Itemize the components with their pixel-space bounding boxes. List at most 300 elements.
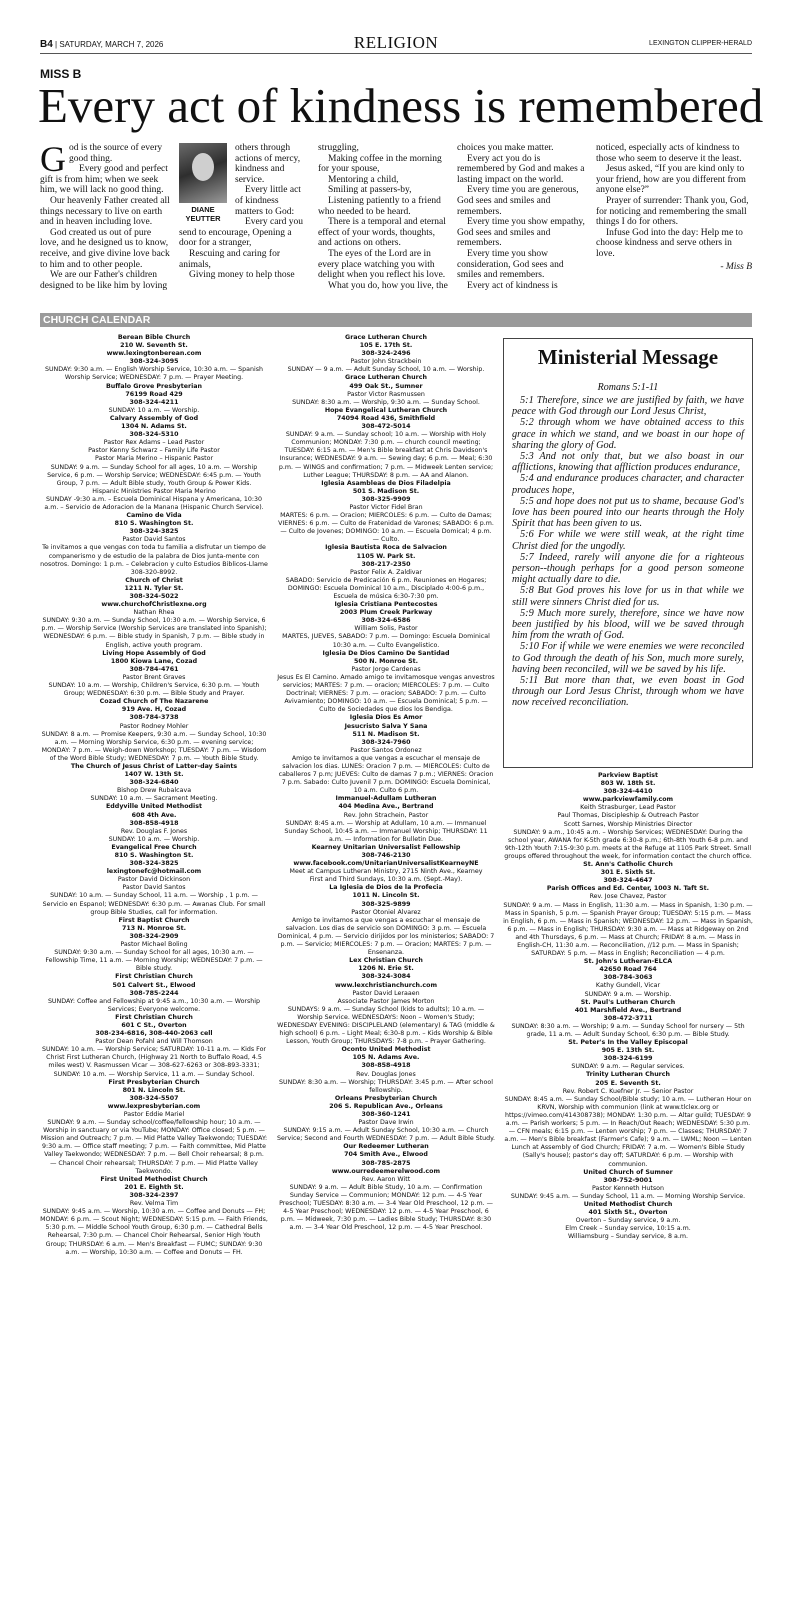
church-contact: 308-324-3095 — [129, 358, 179, 366]
church-detail: Rev. Douglas F. Jones — [120, 827, 188, 835]
church-contact: 308-325-9909 — [361, 495, 411, 503]
church-listing — [40, 844, 268, 917]
article-paragraph: Infuse God into the day: Help me to choose kindness and serve others in love. — [596, 227, 743, 259]
church-contact: 401 Marshfield Ave., Bertrand — [574, 1006, 682, 1014]
scripture-verse: 5:2 through whom we have obtained access to this grace in which we stand, and we boast in our hope of sharing the glory of God. — [512, 417, 744, 451]
church-name: First Christian Church — [115, 973, 193, 981]
church-contact: www.ourredeemerelwood.com — [331, 1167, 441, 1175]
church-detail: Bishop Drew Rubalcava — [116, 787, 192, 795]
church-detail: Pastor David Dickinson — [117, 876, 191, 884]
church-contact: 803 W. 18th St. — [600, 780, 656, 788]
church-detail: Pastor Brent Graves — [122, 673, 186, 681]
article-column-5 — [596, 143, 752, 272]
church-listing — [277, 480, 495, 545]
church-contact: 308-324-5022 — [129, 593, 179, 600]
article-paragraph: struggling, — [318, 143, 359, 153]
church-detail: Pastor David Leraaen — [352, 989, 420, 997]
church-detail: SUNDAY: 9:45 a.m. — Sunday School, 11 a.m. — Morning Worship Service. — [510, 1192, 746, 1200]
church-contact: 501 Calvert St., Elwood — [112, 981, 196, 989]
church-detail: SUNDAY: 8:30 a.m. — Worship; 9 a.m. — Sunday School for nursery — 5th grade, 11 a.m. — Adult Sunday School, 6:30 p.m. — Bible Study. — [511, 1022, 745, 1038]
article-paragraph: We are our Father's children designed to be like him by loving — [40, 270, 168, 291]
church-detail: Nathan Rhea — [133, 609, 175, 617]
church-listing — [40, 803, 268, 843]
article-paragraph: Jesus asked, “If you are kind only to your friend, how are you different from anyone else?” — [596, 164, 746, 196]
church-calendar-header: CHURCH CALENDAR — [40, 313, 752, 327]
church-name: Eddyville United Methodist — [106, 803, 202, 811]
church-detail: Overton – Sunday service, 9 a.m. — [575, 1217, 681, 1225]
church-contact: 205 E. Seventh St. — [595, 1079, 661, 1087]
church-detail: Paul Thomas, Discipleship & Outreach Pastor — [557, 812, 699, 820]
church-name: Iglesia Bautista Roca de Salvacion — [325, 544, 447, 552]
church-contact: www.churchofChristlexne.org — [101, 601, 207, 609]
church-listing — [277, 957, 495, 1046]
church-listing — [40, 1176, 268, 1257]
church-contact: 499 Oak St., Sumner — [349, 382, 423, 390]
scripture-verse: 5:9 Much more surely, therefore, since we have now been justified by his blood, will we be saved through him from the wrath of God. — [512, 607, 744, 642]
church-contact: 704 Smith Ave., Elwood — [344, 1151, 428, 1159]
church-name: Trinity Lutheran Church — [585, 1071, 670, 1079]
church-listing — [277, 795, 495, 844]
church-detail: Pastor Maria Merino – Hispanic Pastor — [94, 455, 214, 463]
church-name: Evangelical Free Church — [111, 843, 197, 851]
church-contact: 308-746-2130 — [361, 852, 411, 859]
church-contact: 308-217-2350 — [361, 560, 411, 568]
church-contact: 1011 N. Lincoln St. — [352, 892, 420, 900]
church-name: Immanuel-Adullam Lutheran — [335, 795, 437, 803]
church-listing — [503, 772, 753, 861]
church-contact: 76199 Road 429 — [125, 390, 183, 398]
church-name: First Christian Church — [115, 1013, 193, 1021]
church-contact: www.parkviewfamily.com — [582, 796, 674, 804]
church-detail: SUNDAY: 9 a.m. — Mass in English, 11:30 a.m. — Mass in Spanish, 1:30 p.m. — Mass in Spanish, 5 p.m. — Spanish Prayer Group; TUESDAY: 5:15 p.m. — Mass in English, 6 p.m. — Mass in Spanish; WEDNESDAY: 12 p.m. — Mass in Spanish, 6 p.m. — Mass in English; THURSDAY: 9:30 a.m. — Mass at Ridgeway on 2nd and 4th Thursdays, 6 p.m. — Mass at Church; FRIDAY: 8 a.m. — Mass in English-CH, 11:30 a.m. — Reconciliation, //12 p.m. — Mass in Spanish; SATURDAY: 5 p.m. — Mass in English; Reconciliation — 4 p.m. — [503, 901, 753, 958]
scripture-verses — [512, 395, 744, 709]
church-contact: 308-858-4918 — [129, 819, 179, 827]
church-detail: SUNDAY: 10 a.m. — Worship. — [108, 406, 200, 414]
church-name: Oconto United Methodist — [341, 1046, 431, 1054]
church-listing — [277, 714, 495, 795]
church-contact: 308-472-3711 — [603, 1014, 653, 1022]
church-contact: www.facebook.com/UnitarianUniversalistKearneyNE — [293, 860, 479, 868]
church-name: Grace Lutheran Church — [345, 374, 427, 382]
church-detail: Pastor Rex Adams – Lead Pastor — [103, 439, 205, 447]
church-detail: Pastor Kenneth Hutson — [592, 1184, 664, 1192]
church-detail: Rev. John Strachein, Pastor — [343, 811, 429, 819]
church-detail: Pastor Michael Boling — [120, 941, 188, 949]
church-name: St. John's Lutheran-ELCA — [583, 958, 673, 966]
article-paragraph: Every time you are generous, God sees and smiles and remembers. — [457, 185, 579, 217]
church-name: Iglesia Asambleas de Dios Filadelpia — [321, 479, 451, 487]
church-detail: SUNDAY: 9:30 a.m. — Sunday School, 10:30 a.m. — Worship Service, 6 p.m. — Worship Service (Worship Services are translated into Spanish); WEDNESDAY: 6 p.m. — Bible study in Spanish, 7 p.m. — Bible study in English, active youth program. — [41, 617, 267, 649]
church-detail: Associate Pastor James Morton — [337, 997, 435, 1005]
church-listing — [277, 650, 495, 715]
church-listing — [277, 884, 495, 957]
church-listing — [40, 1079, 268, 1176]
church-name: St. Peter's In the Valley Episcopal — [568, 1039, 688, 1047]
church-contact: 308-324-2909 — [129, 932, 179, 940]
article-paragraph: Every card you send to encourage, Opening a door for a stranger, — [179, 217, 304, 249]
masthead — [40, 33, 752, 54]
church-detail: Rev. Velma Tim — [129, 1200, 179, 1208]
church-name: Parkview Baptist — [597, 772, 658, 779]
church-contact: 301 E. Sixth St. — [600, 869, 656, 877]
church-contact: 308-324-6586 — [361, 617, 411, 625]
church-contact: 105 N. Adams Ave. — [352, 1054, 420, 1062]
church-detail: SUNDAY: 9:45 a.m. — Worship, 10:30 a.m. — Coffee and Donuts — FH; MONDAY: 6 p.m. — Scout Night; WEDNESDAY: 5:15 p.m. — Faith Friends, 5:30 p.m. — Middle School Youth Group, 6:30 p.m. — Cathedral Bells Rehearsal, 7:30 p.m. — Chancel Choir Rehearsal, Senior High Youth Group; THURSDAY: 6 a.m. — Men's Breakfast — FUMC; SUNDAY: 9:30 a.m. — Worship, 10:30 a.m. — Coffee and Donuts — FH. — [40, 1208, 268, 1256]
church-detail: Pastor John Strackbein — [350, 358, 422, 366]
church-name: Buffalo Grove Presbyterian — [105, 382, 203, 390]
church-detail: SUNDAY: 10 a.m. — Worship. — [108, 835, 200, 843]
calendar-column-2 — [277, 334, 495, 1232]
church-detail: Pastor Eddie Mariel — [123, 1111, 185, 1118]
church-detail: Pastor David Santos — [122, 536, 186, 544]
church-contact: 308-324-4410 — [603, 788, 653, 796]
church-name: St. Ann's Catholic Church — [583, 861, 673, 869]
church-contact: 308-324-6199 — [603, 1055, 653, 1063]
church-contact: 105 E. 17th St. — [359, 342, 413, 350]
church-listing — [503, 1039, 753, 1071]
church-contact: 308-752-9001 — [603, 1176, 653, 1184]
church-contact: 810 S. Washington St. — [114, 520, 194, 528]
church-detail: First and Third Sundays, 10:30 a.m. (Sept.-May). — [309, 876, 463, 884]
article-paragraph: There is a temporal and eternal effect of your words, thoughts, and actions on others. — [318, 217, 446, 249]
page-info: B4 | SATURDAY, MARCH 7, 2026 — [40, 39, 164, 50]
church-detail: SUNDAY -9:30 a.m. – Escuela Dominical Hispana y Americana, 10:30 a.m. – Servicio de Adoracion de la Manana (Hispanic Church Service). — [44, 495, 264, 511]
church-detail: SUNDAY: 9 a.m. — Regular services. — [571, 1063, 685, 1071]
ministerial-title: Ministerial Message — [537, 345, 719, 369]
church-detail: Pastor Kenny Schwarz – Family Life Pastor — [88, 447, 220, 455]
church-contact: www.lexpresbyterian.com — [107, 1102, 201, 1110]
scripture-verse: 5:6 For while we were still weak, at the right time Christ died for the ungodly. — [512, 529, 744, 552]
church-name: Our Redeemer Lutheran — [343, 1143, 429, 1151]
article-paragraph — [40, 139, 170, 179]
church-detail: Te invitamos a que vengas con toda tu familia a disfrutar un tiempo de companerismo y de estudio de la palabra de Dios junta-mente con nosotros. Domingo: 1 p.m. – Celebracion y culto Estudios Biblicos-Llame 308-320-8992. — [40, 544, 268, 576]
calendar-column-1 — [40, 334, 268, 1257]
article-paragraph: Making coffee in the morning for your spouse, — [318, 153, 442, 175]
church-listing — [277, 374, 495, 406]
church-listing — [277, 407, 495, 480]
article-paragraph: Every time you show consideration, God sees and smiles and remembers. — [457, 248, 564, 281]
church-contact: 401 Sixth St., Overton — [588, 1209, 668, 1217]
church-detail: SUNDAY: 10 a.m. — Sacrament Meeting. — [90, 795, 218, 803]
church-listing — [277, 601, 495, 650]
church-name: First Baptist Church — [118, 916, 190, 924]
church-contact: 511 N. Madison St. — [352, 730, 420, 738]
church-contact: 500 N. Monroe St. — [353, 657, 419, 665]
article-paragraph: others through actions of mercy, kindness and service. — [235, 143, 301, 185]
church-detail: SUNDAY: 8:45 a.m. — Worship at Adullam, 10 a.m. — Immanuel Sunday School, 10:45 a.m. — Immanuel Worship; THURSDAY: 11 a.m. — Information for Bulletin Due. — [284, 819, 488, 843]
church-name: Lex Christian Church — [349, 957, 423, 965]
church-contact: 308-324-7960 — [361, 738, 411, 746]
church-contact: 308-324-5310 — [129, 431, 179, 439]
church-name: United Church of Sumner — [583, 1168, 673, 1176]
church-detail: SUNDAY: 10 a.m. — Worship Service; SATURDAY: 10-11 a.m. — Kids For Christ First Lutheran Church, (Highway 21 North to Buffalo Road, 4.5 miles west) V. Rasmussen Vicar — 308-627-6263 or 308-893-3331; SUNDAY: 10 a.m. — Worship Service, 11 a.m. — Sunday School. — [41, 1046, 267, 1078]
church-name: Iglesia Dios Es Amor — [349, 714, 423, 722]
church-detail: SUNDAYS: 9 a.m. — Sunday School (kids to adults); 10 a.m. — Worship Service. WEDNESDAYS: Noon – Women's Study; WEDNESDAY EVENING: DISCIPLELAND (elementary) & TAG (middle & high school) 6 p.m. – Light Meal; 6:30-8 p.m. – Kids Worship & Bible Lesson, Youth Group; THURSDAYS: 7-8 p.m. – Prayer Gathering. — [277, 1005, 495, 1046]
article-paragraph: Every good and perfect gift is from him; when we seek him, we will lack no good thing. — [40, 164, 168, 196]
church-contact: 308-324-5507 — [129, 1094, 179, 1102]
church-contact: 919 Ave. H, Cozad — [121, 706, 187, 714]
church-contact: 308-785-2244 — [129, 989, 179, 997]
church-contact: www.lexchristianchurch.com — [334, 981, 438, 989]
church-detail: SUNDAY: 10 a.m. — Sunday School, 11 a.m. — Worship , 1 p.m. — Servicio en Espanol; WEDNESDAY: 6:30 p.m. — Awanas Club. For small group Bible Studies, call for information. — [42, 892, 266, 916]
church-detail: Rev. Robert C. Kuefner Jr. — Senior Pastor — [562, 1087, 694, 1095]
church-listing — [40, 1014, 268, 1079]
scripture-verse: 5:4 and endurance produces character, and character produces hope, — [512, 473, 744, 496]
church-name: Church of Christ — [125, 576, 183, 584]
drop-cap: G — [40, 139, 66, 179]
church-detail: Pastor Jorge Cardenas — [351, 665, 421, 673]
scripture-reference: Romans 5:1-11 — [597, 382, 659, 393]
church-detail: SABADO: Servicio de Predicación 6 p.m. Reuniones en Hogares; DOMINGO: Escuela Dominical 10 a.m., Disciplado 4:00-6 p.m., Escuela de música 6:30-7:30 pm. — [285, 576, 487, 600]
scripture-verse: 5:5 and hope does not put us to shame, because God's love has been poured into our hearts through the Holy Spirit that has been given to us. — [512, 495, 744, 530]
church-contact: 308-324-6840 — [129, 779, 179, 787]
church-listing — [277, 334, 495, 374]
church-detail: Pastor Santos Ordonez — [350, 746, 422, 754]
church-contact: 206 S. Republican Ave., Orleans — [329, 1102, 443, 1110]
church-detail: SUNDAY: 9:15 a.m. — Adult Sunday School, 10:30 a.m. — Church Service; Second and Fourth WEDNESDAY: 7 p.m. — Adult Bible Study. — [277, 1127, 495, 1143]
church-detail: Pastor David Santos — [122, 884, 186, 892]
church-detail: Pastor Victor Fidel Bran — [349, 503, 423, 511]
scripture-verse: 5:1 Therefore, since we are justified by faith, we have peace with God through our Lord Jesus Christ, — [512, 395, 744, 418]
church-detail: Amigo te invitamos a que vengas a escuchar el mensaje de salvacion los dias. LUNES: Oracion 7 p.m. — MIERCOLES: Culto de caballeros 7 p.m; JUEVES: Culto de damas 7 p.m.; VIERNES: Oracion 7 p.m. Sabado: Culto Juvenil 7 p.m. DOMINGO: Escuela Dominical, 10 a.m. Culto 6 p.m. — [278, 754, 494, 795]
church-listing — [40, 698, 268, 763]
article-paragraph: The eyes of the Lord are in every place watching you with delight when you reflect his love. — [318, 248, 446, 281]
article-paragraph: Every little act of kindness matters to God: — [235, 185, 301, 217]
church-listing — [503, 1201, 753, 1241]
church-detail: Meet at Campus Lutheran Ministry, 2715 Ninth Ave., Kearney — [289, 868, 483, 876]
scripture-verse: 5:11 But more than that, we even boast in God through our Lord Jesus Christ, through whom we have now received reconciliation. — [512, 675, 744, 709]
church-detail: SUNDAY: 9 a.m. — Sunday School for all ages, 10 a.m. — Worship Service, 6 p.m. — Worship Service; WEDNESDAY: 6:45 p.m. — Youth Group, 7 p.m. — Adult Bible study, Youth Group & Power Kids. — [47, 463, 261, 487]
church-detail: SUNDAY — 9 a.m. — Adult Sunday School, 10 a.m. — Worship. — [287, 366, 485, 374]
church-detail: SUNDAY: 8:30 a.m. — Worship, 9:30 a.m. — Sunday School. — [292, 398, 480, 406]
church-listing — [40, 650, 268, 699]
church-contact: 210 W. Seventh St. — [120, 342, 188, 350]
church-detail: MARTES: 6 p.m. — Oracion; MIERCOLES: 6 p.m. — Culto de Damas; VIERNES: 6 p.m. — Culto de Fratenidad de Varones; SABADO: 6 p.m. — Culto de Jovenes; DOMINGO: 10 a.m. — Escuela Domical; 4 p.m. — Culto. — [278, 512, 494, 544]
church-listing — [40, 512, 268, 577]
article-column-4 — [457, 143, 587, 291]
church-name: Grace Lutheran Church — [345, 334, 427, 341]
church-contact: lexingtonefc@hotmail.com — [106, 868, 202, 876]
church-contact: 810 S. Washington St. — [114, 852, 194, 859]
church-detail: SUNDAY: 9 a.m. — Sunday school/coffee/fellowship hour; 10 a.m. — Worship in sanctuary or via YouTube; MONDAY: Office closed; 5 p.m. — Mission and Outreach; 7 p.m. — Mid Platte Valley Taekwondo; TUESDAY: 9:30 a.m. — Office staff meeting; 7 p.m. — Faith committee, Mid Platte Valley Taekwondo; WEDNESDAY: 7 p.m. — Bell Choir rehearsal; 8 p.m. — Chancel Choir rehearsal; THURSDAY: 7 p.m. — Mid Platte Valley Taekwondo. — [40, 1119, 268, 1175]
article-paragraph: God created us out of pure love, and he designed us to know, receive, and give divine love back to him and to other people. — [40, 227, 170, 270]
church-detail: SUNDAY: Coffee and Fellowship at 9:45 a.m., 10:30 a.m. — Worship Services; Everyone welcome. — [47, 997, 261, 1013]
church-contact: 501 S. Madison St. — [352, 487, 420, 495]
church-contact: 1105 W. Park St. — [356, 552, 416, 560]
church-detail: Scott Sarnes, Worship Ministries Director — [563, 820, 693, 828]
church-contact: 308-472-5014 — [361, 423, 411, 431]
church-contact: 308-324-2496 — [361, 350, 411, 358]
ministerial-message-box — [503, 338, 753, 768]
author-photo-box — [179, 143, 227, 223]
church-contact: 308-324-2397 — [129, 1191, 179, 1199]
article-paragraph: Every time you show empathy, God sees and smiles and remembers. — [457, 217, 585, 249]
church-detail: Pastor Victor Rasmussen — [347, 390, 425, 398]
church-name: La Iglesia de Dios de la Profecia — [329, 884, 443, 892]
scripture-verse: 5:8 But God proves his love for us in that while we still were sinners Christ died for us. — [512, 585, 744, 608]
church-name: Orleans Presbyterian Church — [334, 1094, 438, 1102]
church-detail: SUNDAY: 9:30 a.m. — Sunday School for all ages, 10:30 a.m. — Fellowship Time, 11 a.m. — Morning Worship; WEDNESDAY: 7 p.m. — Bible study. — [45, 949, 263, 973]
article-signoff: - Miss B — [720, 261, 752, 272]
church-listing — [40, 383, 268, 415]
church-listing — [277, 1143, 495, 1232]
church-contact: 308-325-9899 — [361, 900, 411, 908]
first-paragraph-rest: od is the source of every good thing. — [69, 143, 163, 164]
scripture-verse: 5:7 Indeed, rarely will anyone die for a righteous person--though perhaps for a good person someone might actually dare to die. — [512, 551, 744, 586]
church-name: Cozad Church of The Nazarene — [99, 698, 209, 706]
church-listing — [40, 973, 268, 1013]
church-name: United Methodist Church — [583, 1200, 673, 1208]
church-contact: 308-784-4761 — [129, 665, 179, 673]
church-detail: Elm Creek – Sunday service, 10:15 a.m. — [565, 1225, 691, 1233]
article-paragraph: Our heavenly Father created all things necessary to live on earth and in heaven including love. — [40, 195, 170, 228]
article-paragraph: Every act you do is remembered by God and makes a lasting impact on the world. — [457, 153, 585, 185]
church-listing — [40, 334, 268, 383]
church-detail: MARTES, JUEVES, SABADO: 7 p.m. — Domingo: Escuela Dominical 10:30 a.m. — Culto Evangelistico. — [282, 633, 490, 649]
church-detail: Rev. Aaron Witt — [361, 1175, 411, 1183]
church-contact: 42650 Road 764 — [599, 966, 657, 974]
church-name: Iglesia De Dios Camino De Santidad — [322, 649, 450, 657]
church-contact: 74094 Road 436, Smithfield — [336, 414, 436, 422]
column-kicker: MISS B — [40, 67, 82, 81]
church-detail: Keith Strasburger, Lead Pastor — [580, 804, 676, 812]
church-listing — [40, 415, 268, 512]
page-number: B4 — [40, 39, 53, 50]
church-name: Living Hope Assembly of God — [102, 649, 206, 657]
church-contact: 308-324-3825 — [129, 860, 179, 868]
author-name: DIANE YEUTTER — [185, 205, 221, 223]
church-contact: 308-234-6816, 308-440-2063 cell — [95, 1030, 213, 1038]
article-paragraph: Listening patiently to a friend who needed to be heard. — [318, 195, 441, 217]
church-name: Calvary Assembly of God — [109, 414, 199, 422]
church-listing — [277, 844, 495, 884]
church-contact: 2003 Plum Creek Parkway — [339, 609, 433, 617]
church-contact: 308-324-3084 — [361, 973, 411, 981]
church-contact: 1407 W. 13th St. — [124, 771, 184, 779]
scripture-verse: 5:3 And not only that, but we also boast in our afflictions, knowing that affliction produces endurance, — [512, 451, 744, 474]
church-contact: 308-324-3825 — [129, 528, 179, 536]
church-detail: Pastor Felix A. Zaldivar — [350, 568, 422, 576]
church-contact: Parish Offices and Ed. Center, 1003 N. Taft St. — [546, 885, 710, 893]
article-paragraph: Giving money to help those — [189, 270, 295, 281]
church-contact: 1800 Kiowa Lane, Cozad — [110, 657, 198, 665]
church-contact: 308-360-1241 — [361, 1111, 411, 1118]
church-listing — [40, 577, 268, 650]
scripture-verse: 5:10 For if while we were enemies we were reconciled to God through the death of his Son, much more surely, having been reconciled, will we be saved by his life. — [512, 641, 744, 675]
church-detail: William Solis, Pastor — [354, 625, 418, 633]
church-listing — [503, 999, 753, 1039]
church-detail: SUNDAY: 10 a.m. — Worship, Children's Service, 6:30 p.m. — Youth Group; WEDNESDAY: 6:30 p.m. — Bible Study and Prayer. — [48, 682, 260, 698]
article-column-1 — [40, 139, 170, 291]
church-contact: 1304 N. Adams St. — [121, 423, 187, 431]
church-listing — [503, 958, 753, 998]
church-contact: 308-858-4918 — [361, 1062, 411, 1070]
church-contact: 308-785-2875 — [361, 1159, 411, 1167]
church-detail: SUNDAY: 9 a.m., 10:45 a.m. – Worship Services; WEDNESDAY: During the school year, AWANA for K-5th grade 6:30-8 p.m.; 6th-8th Youth 6-8 p.m. and 9th-12th Youth 7:15-9:30 p.m. meets at the Refuge at 1105 Park Street. Small groups offered throughout the week, for information contact the church office. — [504, 828, 752, 860]
church-detail: SUNDAY: 9 a.m. — Sunday school; 10 a.m. — Worship with Holy Communion; MONDAY: 7:30 p.m. — church council meeting; TUESDAY: 6:15 a.m. — Men's Bible breakfast at Chris Davidson's Insurance; WEDNESDAY: 9 a.m. — Sewing day; 6 p.m. — Meal; 6:30 p.m. — WINGS and confirmation; 7 p.m. — Midweek Lenten service; Luther League; THURSDAY: 8 p.m. — AA and Alanon. — [278, 431, 494, 479]
church-detail: SUNDAY: 9:30 a.m. — English Worship Service, 10:30 a.m. — Spanish Worship Service; WEDNESDAY: 7 p.m. — Prayer Meeting. — [44, 366, 264, 382]
church-listing — [277, 1046, 495, 1095]
church-detail: Williamsburg – Sunday service, 8 a.m. — [567, 1233, 689, 1241]
church-detail: Kathy Gundell, Vicar — [595, 982, 661, 990]
church-detail: SUNDAY: 9 a.m. — Worship. — [584, 990, 672, 998]
church-contact: 404 Medina Ave., Bertrand — [338, 803, 434, 811]
church-name: St. Paul's Lutheran Church — [580, 998, 676, 1006]
church-listing — [40, 917, 268, 974]
article-paragraph: Every act of kindness is — [467, 280, 558, 291]
article-paragraph: choices you make matter. — [457, 143, 554, 153]
church-detail: Rev. Jose Chavez, Pastor — [589, 893, 667, 901]
church-contact: 713 N. Monroe St. — [121, 924, 187, 932]
church-name: Hope Evangelical Lutheran Church — [324, 406, 448, 414]
church-contact: 801 N. Lincoln St. — [122, 1086, 186, 1094]
church-contact: 308-784-3063 — [603, 974, 653, 982]
church-detail: Pastor Otoniel Alvarez — [351, 908, 421, 916]
article-paragraph: noticed, especially acts of kindness to those who seem to deserve it the least. — [596, 143, 742, 164]
article-paragraph: Mentoring a child, — [328, 174, 399, 185]
issue-date: SATURDAY, MARCH 7, 2026 — [59, 40, 164, 49]
section-name: RELIGION — [353, 33, 439, 52]
church-listing — [503, 1071, 753, 1168]
article-paragraph: Rescuing and caring for animals, — [179, 248, 281, 270]
church-detail: Amigo te invitamos a que vengas a escuchar el mensaje de salvacion. Los dias de servicio son DOMINGO: 3 p.m. — Escuela Dominical, 4 p.m. — Servicio dirijidos por los ministerios; SABADO: 7 p.m. — Servicio; MIERCOLES: 7 p.m. — Oracion; MARTES: 7 p.m. — Ensenanza. — [277, 916, 495, 957]
church-contact: Jesucristo Salva Y Sana — [344, 722, 428, 730]
paper-name: LEXINGTON CLIPPER-HERALD — [649, 40, 752, 47]
church-detail: SUNDAY: 8:30 a.m. — Worship; THURSDAY: 3:45 p.m. — After school fellowship. — [278, 1078, 494, 1094]
church-contact: 308-324-4211 — [129, 398, 179, 406]
church-name: First United Methodist Church — [100, 1175, 208, 1183]
church-detail: Jesus Es El Camino. Amado amigo te invitamosque vengas anvestros servicios; MARTES: 7 p.m. — oracion; MIERCOLES: 7 p.m. — Culto Doctrinal; VIERNES: 7 p.m. — oracion; SABADO: 7 p.m. — Culto Avivamiento; DOMINGO: 10 a.m. — Escuela Dominical; 5 p.m. — Culto de Sociedades que dios los Bendiga. — [277, 673, 495, 714]
article-paragraph: Prayer of surrender: Thank you, God, for noticing and remembering the small things I do for others. — [596, 195, 749, 228]
church-detail: Rev. Douglas Jones — [356, 1070, 416, 1078]
church-contact: 601 C St., Overton — [121, 1021, 187, 1029]
article-paragraph: Smiling at passers-by, — [328, 185, 412, 196]
church-name: The Church of Jesus Christ of Latter-day Saints — [70, 762, 238, 770]
church-detail: SUNDAY: 9 a.m. — Adult Bible Study, 10 a.m. — Confirmation Sunday Service — Communion; MONDAY: 12 p.m. — 4-5 Year Preschool; TUESDAY: 8:30 a.m. — 3-4 Year Old Preschool, 12 p.m. — 4-5 Year Preschool; WEDNESDAY: 12 p.m. — 4-5 Year Preschool, 6 p.m. — Midweek, 7:30 p.m. — Ladies Bible Study; THURSDAY: 8:30 a.m. — 3-4 Year Old Preschool, 12 p.m. — 4-5 Year Preschool. — [279, 1183, 493, 1232]
church-contact: 308-324-4647 — [603, 877, 653, 885]
church-contact: 308-784-3738 — [129, 714, 179, 722]
church-detail: Pastor Dean Pofahl and Will Thomson — [95, 1038, 213, 1046]
church-name: Camino de Vida — [126, 512, 182, 520]
article-paragraph: What you do, how you live, the — [328, 280, 448, 291]
church-contact: 1211 N. Tyler St. — [124, 584, 184, 592]
church-detail: Pastor Dave Irwin — [358, 1119, 414, 1127]
author-photo — [179, 143, 227, 203]
church-contact: 1206 N. Erie St. — [358, 965, 414, 973]
church-listing — [40, 763, 268, 803]
church-listing — [277, 1095, 495, 1144]
church-contact: www.lexingtonberean.com — [106, 350, 202, 358]
church-name: Berean Bible Church — [117, 334, 191, 341]
church-detail: Pastor Rodney Mohler — [119, 722, 189, 730]
church-detail: SUNDAY: 8:45 a.m. — Sunday School/Bible study; 10 a.m. — Lutheran Hour on KRVN, Worship with communion (link at www.tlclex.org or https://vimeo.com/414308738); MONDAY: 1:30 p.m. — Altar guild; TUESDAY: 9 a.m. — Parish workers; 5 p.m. — In Reach/Out Reach; WEDNESDAY: 5:30 p.m. — CFN meals; 6:15 p.m. — Lenten worship; 7 p.m. — Classes; THURSDAY: 7 a.m. — Men's Bible breakfast (Farmer's Cafe); 9 a.m. — LWML; Noon — Lenten Lunch at Assembly of God Church; FRIDAY: 7 a.m. — Women's Bible Study (Sally's house); pastor's day off; SATURDAY: 6 p.m. — Worship with communion. — [504, 1095, 752, 1168]
church-name: Kearney Unitarian Universalist Fellowship — [311, 843, 461, 851]
church-contact: 201 E. Eighth St. — [124, 1183, 184, 1191]
church-detail: Hispanic Ministries Pastor Maria Merino — [92, 487, 216, 495]
church-listing — [503, 861, 753, 958]
church-listing — [277, 544, 495, 601]
article-column-2 — [179, 143, 307, 281]
calendar-column-3 — [503, 772, 753, 1241]
church-detail: SUNDAY: 8 a.m. — Promise Keepers, 9:30 a.m. — Sunday School, 10:30 a.m. — Morning Worship Service, 6:30 p.m. — evening service; MONDAY: 7 p.m. — Weigh-down Workshop; TUESDAY: 7 p.m. — Wisdom of the Word Bible Study; WEDNESDAY: 7 p.m. — Youth Bible Study. — [41, 730, 267, 762]
church-listing — [503, 1169, 753, 1201]
article-column-3 — [318, 143, 448, 291]
church-contact: 905 E. 13th St. — [601, 1047, 655, 1055]
church-name: Iglesia Cristiana Pentecostes — [334, 601, 438, 609]
article-headline: Every act of kindness is remembered — [38, 78, 764, 133]
church-contact: 608 4th Ave. — [131, 811, 177, 819]
church-name: First Presbyterian Church — [108, 1078, 200, 1086]
